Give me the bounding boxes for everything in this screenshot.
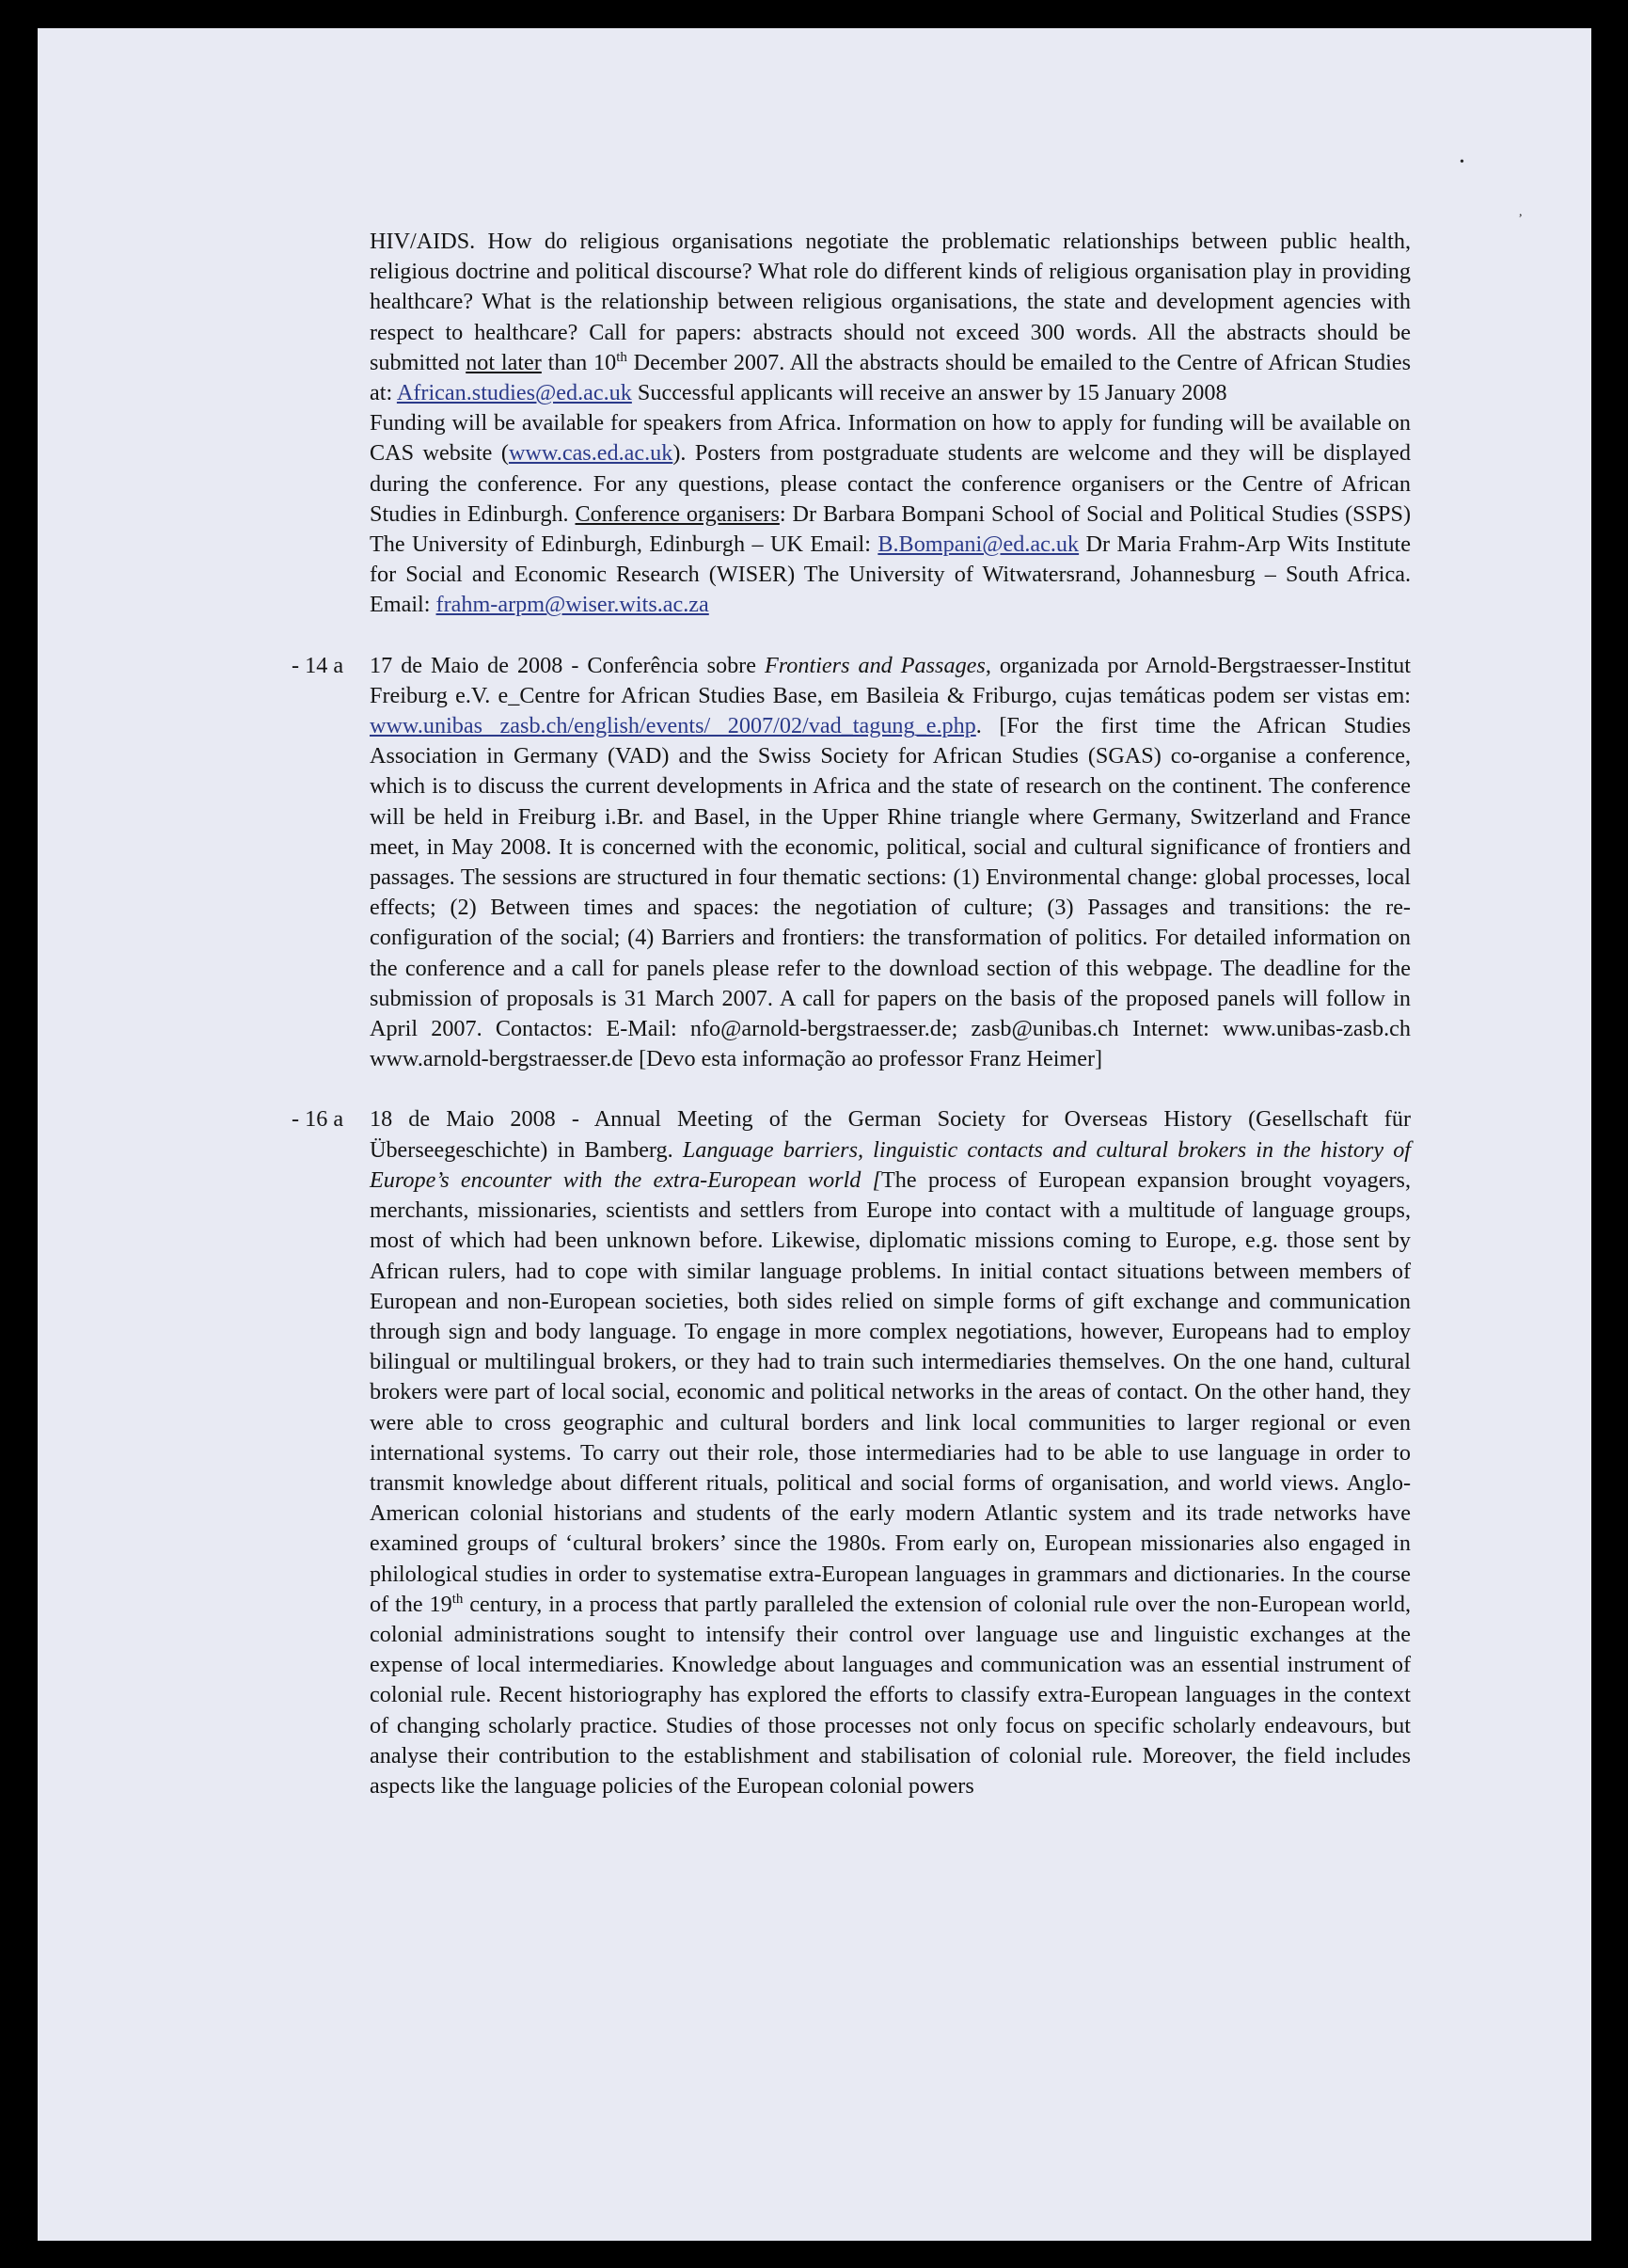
superscript: th <box>616 349 627 365</box>
text-run: ). Posters from postgraduate students are welcome and they will be displayed during the conference. For any questions, please contact the conference organisers or the Centre of African Studies in Edinburgh. <box>370 440 1411 527</box>
document-page <box>38 28 1591 2241</box>
text-run: December 2007. All the abstracts should be emailed to the Centre of African Studies at: <box>370 349 1411 406</box>
paragraph <box>370 651 1411 1075</box>
paragraph <box>370 408 1411 620</box>
paragraph <box>370 227 1411 408</box>
underlined-text: Conference organisers <box>575 500 780 527</box>
text-run: , organizada por Arnold-Bergstraesser-Institut Freiburg e.V. e_Centre for African Studies Base, em Basileia & Friburgo, cujas temáticas podem ser vistas em: <box>370 652 1411 708</box>
text-run: : Dr Barbara Bompani School of Social and Political Studies (SSPS) The University of Edinburgh, Edinburgh – UK Email: <box>370 500 1411 558</box>
email-link[interactable]: African.studies@ed.ac.uk <box>396 380 632 406</box>
scan-speck: , <box>1519 205 1523 219</box>
text-run: The process of European expansion brought voyagers, merchants, missionaries, scientists and settlers from Europe into contact with a multitude of language groups, most of which had been unknown before. Likewise, diplomatic missions coming to Europe, e.g. those sent by African rulers, had to cope with similar language problems. In initial contact situations between members of European and non-European societies, both sides relied on simple forms of gift exchange and communication through sign and body language. To engage in more complex negotiations, however, Europeans had to employ bilingual or multilingual brokers, or they had to train such intermediaries themselves. On the one hand, cultural brokers were part of local social, economic and political networks in the areas of contact. On the other hand, they were able to cross geographic and cultural borders and link local communities to larger regional or even international systems. To carry out their role, those intermediaries had to be able to use language in order to transmit knowledge about different rituals, political and social forms of organisation, and world views. Anglo-American colonial historians and students of the early modern Atlantic system and its trade networks have examined groups of ‘cultural brokers’ since the 1980s. From early on, European missionaries also engaged in philological studies in order to systematise extra-European languages in grammars and dictionaries. In the course of the 19 <box>370 1166 1411 1617</box>
list-item <box>292 227 1411 621</box>
underlined-text: not later <box>466 349 542 375</box>
spacer <box>292 621 1411 651</box>
italic-title: Frontiers and Passages <box>765 652 986 678</box>
spacer <box>292 1074 1411 1104</box>
text-run: HIV/AIDS. How do religious organisations negotiate the problematic relationships between public health, religious doctrine and political discourse? What role do different kinds of religious organisation play in providing healthcare? What is the relationship between religious organisations, the state and development agencies with respect to healthcare? Call for papers: abstracts should not exceed 300 words. All the abstracts should be submitted <box>370 229 1411 375</box>
text-run: 17 de Maio de 2008 - Conferência sobre <box>370 652 765 678</box>
document-body <box>292 227 1411 1801</box>
text-run: 18 de Maio 2008 - Annual Meeting of the German Society for Overseas History (Gesellschaft für Überseegeschichte) in Bamberg. <box>370 1106 1411 1163</box>
website-link[interactable]: www.cas.ed.ac.uk <box>508 440 673 467</box>
italic-title: Language barriers, linguistic contacts and cultural brokers in the history of Europe’s encounter with the extra-European world [ <box>370 1136 1412 1193</box>
email-link[interactable]: frahm-arpm@wiser.wits.ac.za <box>435 592 709 618</box>
website-link[interactable]: www.unibas zasb.ch/english/events/ 2007/02/vad_tagung_e.php <box>370 713 976 739</box>
superscript: th <box>451 1591 464 1607</box>
paragraph <box>370 1104 1411 1801</box>
email-link[interactable]: B.Bompani@ed.ac.uk <box>877 531 1080 558</box>
list-item <box>292 651 1411 1075</box>
scan-speck: • <box>1460 155 1464 169</box>
text-run: . [For the first time the African Studies Association in Germany (VAD) and the Swiss Society for African Studies (SGAS) co-organise a conference, which is to discuss the current developments in Africa and the state of research on the continent. The conference will be held in Freiburg i.Br. and Basel, in the Upper Rhine triangle where Germany, Switzerland and France meet, in May 2008. It is concerned with the economic, political, social and cultural significance of frontiers and passages. The sessions are structured in four thematic sections: (1) Environmental change: global processes, local effects; (2) Between times and spaces: the negotiation of culture; (3) Passages and transitions: the re-configuration of the social; (4) Barriers and frontiers: the transformation of politics. For detailed information on the conference and a call for panels please refer to the download section of this webpage. The deadline for the submission of proposals is 31 March 2007. A call for papers on the basis of the proposed panels will follow in April 2007. Contactos: E-Mail: nfo@arnold-bergstraesser.de; zasb@unibas.ch Internet: www.unibas-zasb.ch www.arnold-bergstraesser.de [Devo esta informação ao professor Franz Heimer] <box>370 713 1411 1072</box>
text-run: century, in a process that partly paralleled the extension of colonial rule over the non-European world, colonial administrations sought to intensify their control over language use and linguistic exchanges at the expense of local intermediaries. Knowledge about languages and communication was an essential instrument of colonial rule. Recent historiography has explored the efforts to classify extra-European languages in the context of changing scholarly practice. Studies of those processes not only focus on specific scholarly endeavours, but analyse their contribution to the establishment and stabilisation of colonial rule. Moreover, the field includes aspects like the language policies of the European colonial powers <box>370 1591 1411 1799</box>
text-run: Successful applicants will receive an answer by 15 January 2008 <box>631 380 1227 406</box>
list-item <box>292 1104 1411 1801</box>
text-run: than 10 <box>541 349 617 375</box>
list-item-date-prefix: - 14 a <box>292 652 350 678</box>
list-item-date-prefix: - 16 a <box>292 1106 350 1133</box>
text-run: Funding will be available for speakers from Africa. Information on how to apply for funding will be available on CAS website ( <box>370 410 1411 467</box>
text-run: Dr Maria Frahm-Arp Wits Institute for Social and Economic Research (WISER) The University of Witwatersrand, Johannesburg – South Africa. Email: <box>370 531 1411 618</box>
